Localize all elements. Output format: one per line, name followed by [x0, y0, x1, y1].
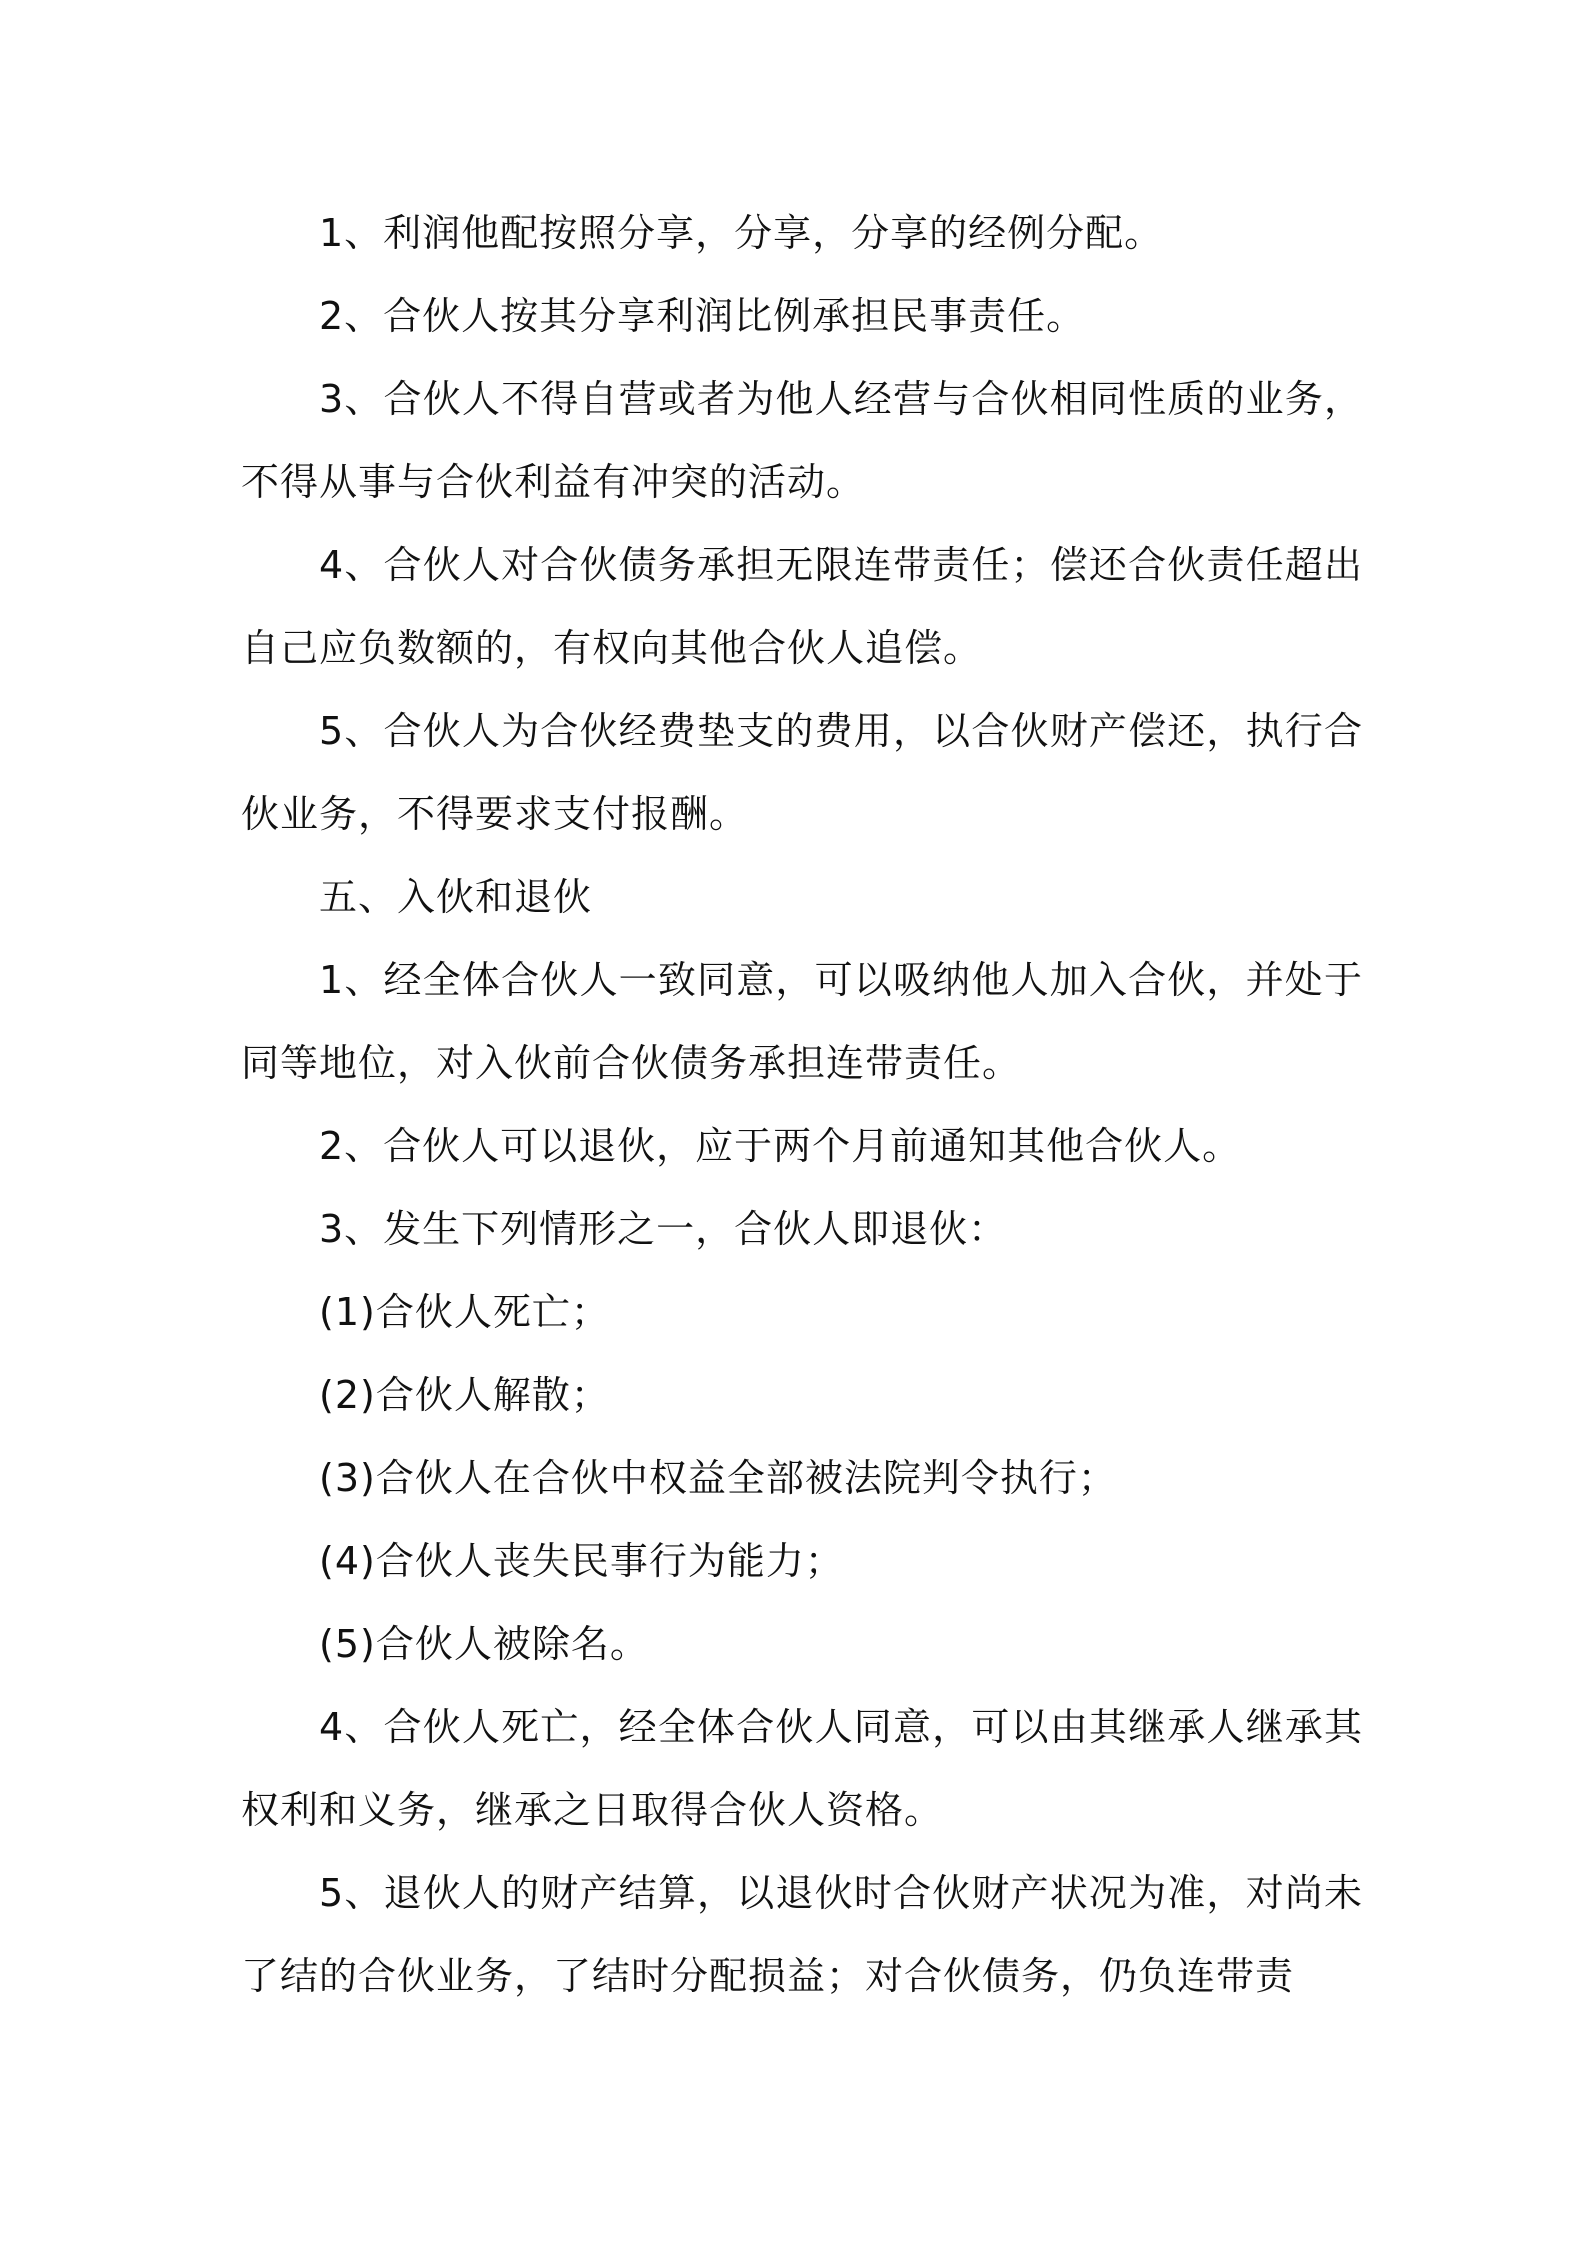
list-item-death: (1)合伙人死亡；	[319, 1290, 610, 1334]
paragraph-withdrawal-conditions: 3、发生下列情形之一，合伙人即退伙：	[319, 1207, 1008, 1251]
list-item-dissolution: (2)合伙人解散；	[319, 1373, 610, 1417]
list-item-court-enforcement: (3)合伙人在合伙中权益全部被法院判令执行；	[319, 1456, 1117, 1500]
paragraph-inheritance: 4、合伙人死亡，经全体合伙人同意，可以由其继承人继承其权利和义务，继承之日取得合伙人资格。	[241, 1705, 1363, 1832]
paragraph-civil-liability: 2、合伙人按其分享利润比例承担民事责任。	[319, 294, 1086, 338]
section-heading-admission-withdrawal: 五、入伙和退伙	[319, 875, 593, 919]
paragraph-withdrawal-settlement: 5、退伙人的财产结算，以退伙时合伙财产状况为准，对尚未了结的合伙业务，了结时分配损益；对合伙债务，仍负连带责	[241, 1871, 1363, 1998]
paragraph-expense-reimbursement: 5、合伙人为合伙经费垫支的费用，以合伙财产偿还，执行合伙业务，不得要求支付报酬。	[241, 709, 1363, 836]
paragraph-profit-distribution: 1、利润他配按照分享，分享，分享的经例分配。	[319, 211, 1164, 255]
paragraph-admission: 1、经全体合伙人一致同意，可以吸纳他人加入合伙，并处于同等地位，对入伙前合伙债务承担连带责任。	[241, 958, 1363, 1085]
paragraph-non-compete: 3、合伙人不得自营或者为他人经营与合伙相同性质的业务，不得从事与合伙利益有冲突的活动。	[241, 377, 1363, 504]
list-item-expulsion: (5)合伙人被除名。	[319, 1622, 649, 1666]
paragraph-voluntary-withdrawal: 2、合伙人可以退伙，应于两个月前通知其他合伙人。	[319, 1124, 1242, 1168]
paragraph-unlimited-liability: 4、合伙人对合伙债务承担无限连带责任；偿还合伙责任超出自己应负数额的，有权向其他合伙人追偿。	[241, 543, 1363, 670]
document-body	[241, 192, 1363, 2018]
list-item-incapacity: (4)合伙人丧失民事行为能力；	[319, 1539, 844, 1583]
